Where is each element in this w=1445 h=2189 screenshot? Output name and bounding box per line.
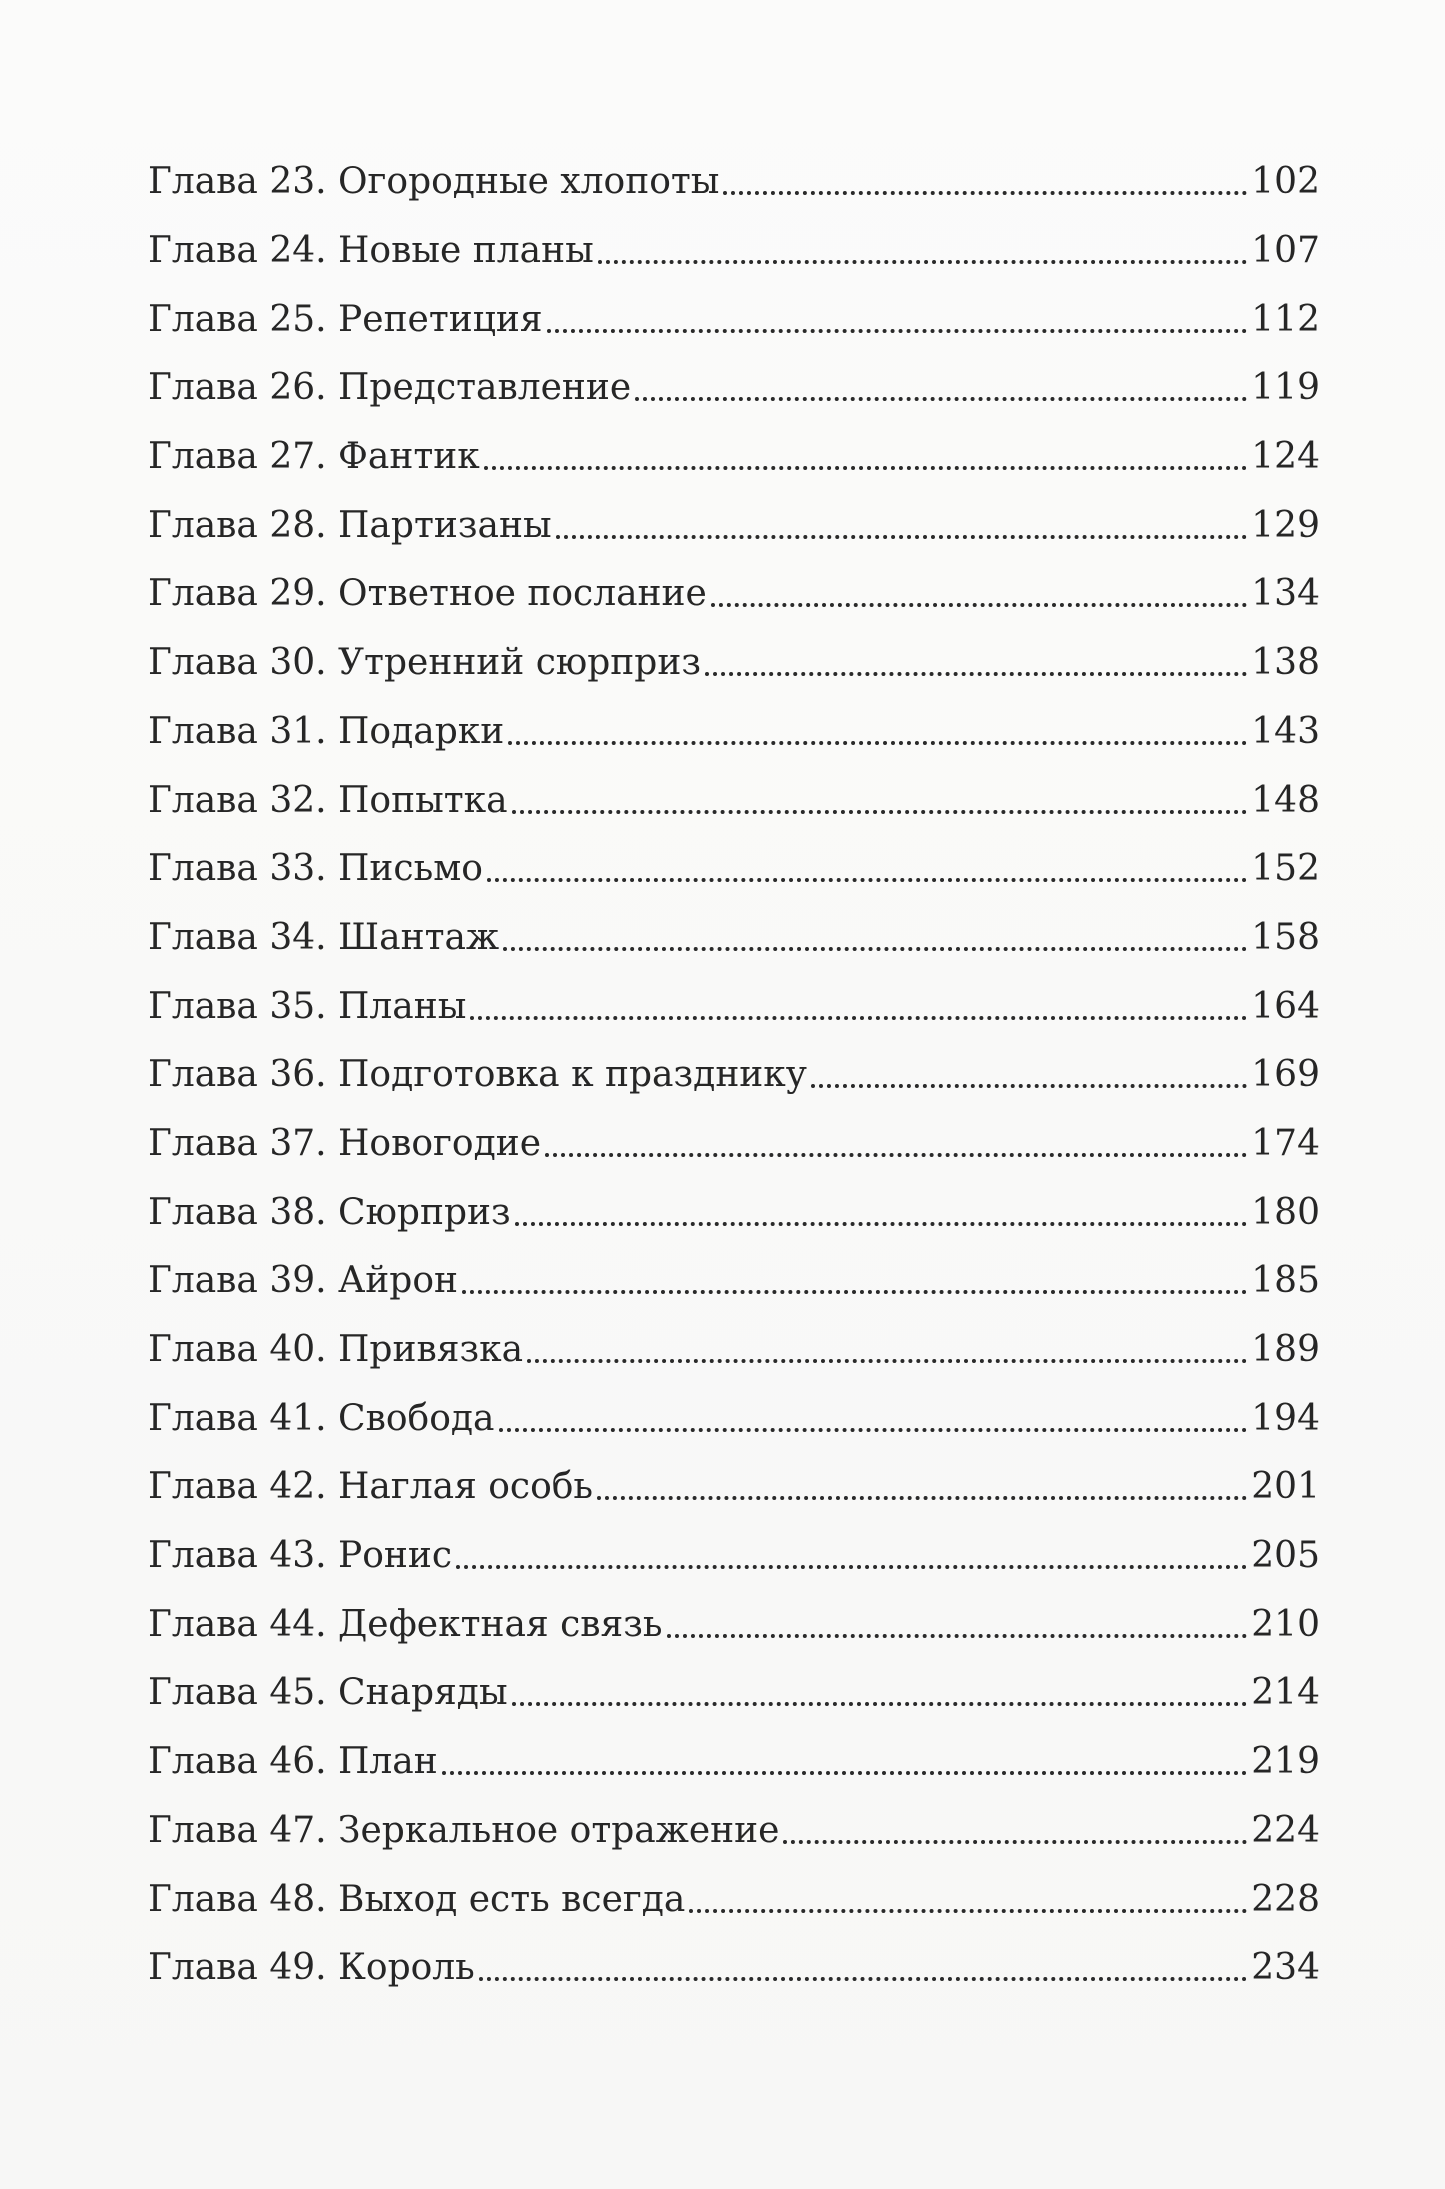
toc-entry-title: Глава 28. Партизаны <box>148 504 552 546</box>
dot-leader <box>635 397 1247 401</box>
toc-entry-page-number: 102 <box>1251 161 1320 203</box>
dot-leader <box>711 603 1247 607</box>
dot-leader <box>515 1222 1248 1226</box>
toc-entry <box>148 1522 1320 1591</box>
toc-entry-page-number: 134 <box>1251 573 1320 615</box>
dot-leader <box>479 1977 1248 1981</box>
toc-entry-page-number: 194 <box>1251 1397 1320 1439</box>
toc-entry-title: Глава 46. План <box>148 1741 438 1783</box>
toc-entry <box>148 1316 1320 1385</box>
toc-entry-page-number: 210 <box>1251 1603 1320 1645</box>
toc-entry-page-number: 180 <box>1251 1191 1320 1233</box>
toc-entry-title: Глава 23. Огородные хлопоты <box>148 161 720 203</box>
dot-leader <box>503 947 1247 951</box>
toc-entry <box>148 285 1320 354</box>
dot-leader <box>689 1909 1247 1913</box>
table-of-contents <box>148 148 1320 2003</box>
toc-entry-page-number: 158 <box>1251 916 1320 958</box>
dot-leader <box>484 466 1247 470</box>
toc-entry-page-number: 143 <box>1251 710 1320 752</box>
toc-entry-title: Глава 42. Наглая особь <box>148 1466 594 1508</box>
toc-entry-page-number: 214 <box>1251 1672 1320 1714</box>
toc-entry-page-number: 174 <box>1251 1122 1320 1164</box>
dot-leader <box>487 878 1247 882</box>
toc-entry <box>148 766 1320 835</box>
toc-entry <box>148 904 1320 973</box>
toc-entry-page-number: 119 <box>1251 367 1320 409</box>
dot-leader <box>547 329 1248 333</box>
dot-leader <box>545 1153 1247 1157</box>
toc-entry-page-number: 169 <box>1251 1054 1320 1096</box>
toc-entry-title: Глава 29. Ответное послание <box>148 573 707 615</box>
toc-entry <box>148 1178 1320 1247</box>
toc-entry <box>148 835 1320 904</box>
toc-entry-title: Глава 45. Снаряды <box>148 1672 508 1714</box>
toc-entry-page-number: 234 <box>1251 1947 1320 1989</box>
toc-entry-title: Глава 32. Попытка <box>148 779 508 821</box>
toc-entry <box>148 972 1320 1041</box>
toc-entry <box>148 1865 1320 1934</box>
toc-entry <box>148 1247 1320 1316</box>
toc-entry-page-number: 219 <box>1251 1741 1320 1783</box>
dot-leader <box>512 810 1248 814</box>
toc-entry <box>148 1590 1320 1659</box>
toc-entry-title: Глава 47. Зеркальное отражение <box>148 1809 780 1851</box>
dot-leader <box>508 741 1247 745</box>
toc-entry-page-number: 189 <box>1251 1329 1320 1371</box>
dot-leader <box>462 1290 1247 1294</box>
toc-entry-page-number: 201 <box>1251 1466 1320 1508</box>
toc-entry-title: Глава 36. Подготовка к празднику <box>148 1054 807 1096</box>
dot-leader <box>499 1428 1248 1432</box>
toc-entry-page-number: 129 <box>1251 504 1320 546</box>
toc-entry-title: Глава 38. Сюрприз <box>148 1191 511 1233</box>
toc-entry-title: Глава 24. Новые планы <box>148 230 594 272</box>
dot-leader <box>470 1016 1247 1020</box>
toc-entry-page-number: 164 <box>1251 985 1320 1027</box>
toc-entry-title: Глава 41. Свобода <box>148 1397 495 1439</box>
toc-entry <box>148 560 1320 629</box>
toc-entry-title: Глава 31. Подарки <box>148 710 505 752</box>
toc-entry <box>148 629 1320 698</box>
toc-entry <box>148 1659 1320 1728</box>
dot-leader <box>512 1702 1248 1706</box>
toc-entry <box>148 1110 1320 1179</box>
toc-entry-page-number: 138 <box>1251 642 1320 684</box>
toc-entry-title: Глава 43. Ронис <box>148 1535 453 1577</box>
toc-entry <box>148 354 1320 423</box>
toc-entry-title: Глава 34. Шантаж <box>148 916 500 958</box>
toc-entry <box>148 1384 1320 1453</box>
toc-entry <box>148 1728 1320 1797</box>
toc-entry-page-number: 107 <box>1251 230 1320 272</box>
dot-leader <box>527 1359 1247 1363</box>
toc-entry-page-number: 152 <box>1251 848 1320 890</box>
toc-entry <box>148 423 1320 492</box>
dot-leader <box>442 1771 1248 1775</box>
dot-leader <box>667 1634 1248 1638</box>
toc-entry <box>148 491 1320 560</box>
toc-entry-title: Глава 44. Дефектная связь <box>148 1603 663 1645</box>
toc-entry <box>148 698 1320 767</box>
toc-entry-title: Глава 35. Планы <box>148 985 467 1027</box>
toc-entry-page-number: 124 <box>1251 436 1320 478</box>
toc-entry-title: Глава 33. Письмо <box>148 848 483 890</box>
toc-entry <box>148 1453 1320 1522</box>
toc-entry <box>148 1041 1320 1110</box>
toc-entry-page-number: 224 <box>1251 1809 1320 1851</box>
toc-entry-title: Глава 39. Айрон <box>148 1260 459 1302</box>
toc-entry <box>148 148 1320 217</box>
dot-leader <box>598 260 1248 264</box>
toc-entry-page-number: 112 <box>1251 298 1320 340</box>
dot-leader <box>723 191 1247 195</box>
toc-entry-title: Глава 40. Привязка <box>148 1329 524 1371</box>
toc-entry-title: Глава 30. Утренний сюрприз <box>148 642 701 684</box>
toc-entry-page-number: 205 <box>1251 1535 1320 1577</box>
toc-entry <box>148 1934 1320 2003</box>
dot-leader <box>597 1496 1247 1500</box>
toc-entry-title: Глава 27. Фантик <box>148 436 480 478</box>
toc-entry-page-number: 185 <box>1251 1260 1320 1302</box>
toc-entry-title: Глава 26. Представление <box>148 367 632 409</box>
toc-entry <box>148 1797 1320 1866</box>
dot-leader <box>705 672 1247 676</box>
dot-leader <box>811 1084 1247 1088</box>
toc-entry-title: Глава 25. Репетиция <box>148 298 543 340</box>
toc-entry <box>148 217 1320 286</box>
toc-entry-page-number: 228 <box>1251 1878 1320 1920</box>
toc-entry-title: Глава 37. Новогодие <box>148 1122 542 1164</box>
toc-entry-title: Глава 49. Король <box>148 1947 475 1989</box>
dot-leader <box>783 1840 1247 1844</box>
dot-leader <box>456 1565 1247 1569</box>
toc-entry-title: Глава 48. Выход есть всегда <box>148 1878 686 1920</box>
dot-leader <box>556 535 1248 539</box>
toc-entry-page-number: 148 <box>1251 779 1320 821</box>
